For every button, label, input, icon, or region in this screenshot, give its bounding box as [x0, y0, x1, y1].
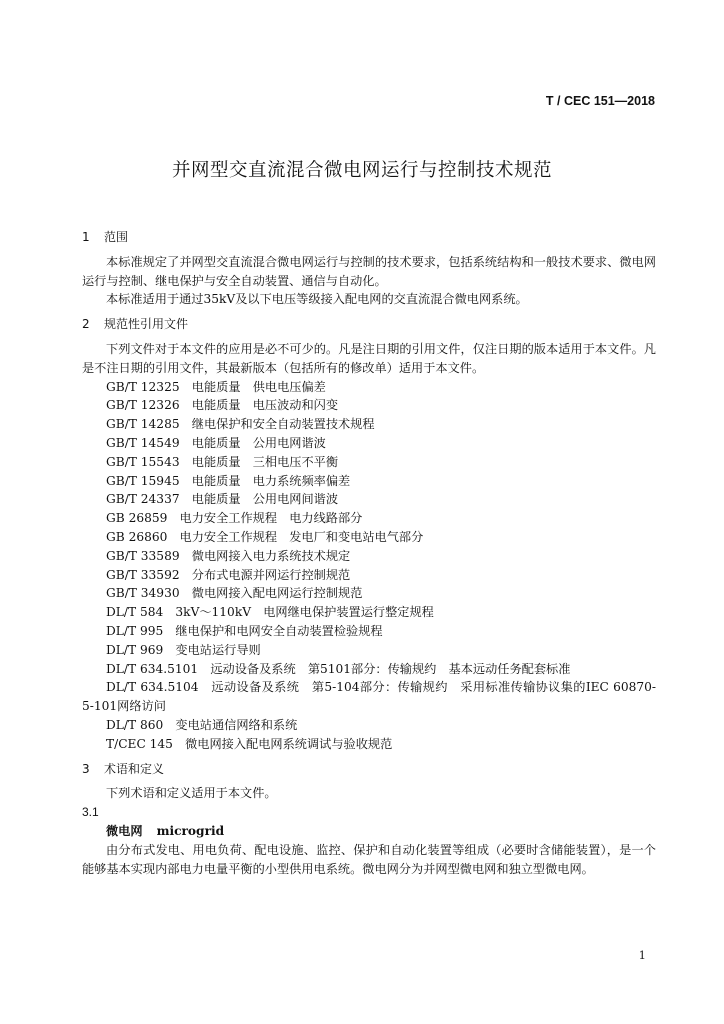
- paragraph: 本标准规定了并网型交直流混合微电网运行与控制的技术要求，包括系统结构和一般技术要求、微电网运行与控制、继电保护与安全自动装置、通信与自动化。: [82, 254, 656, 288]
- page-title: 并网型交直流混合微电网运行与控制技术规范: [171, 160, 552, 181]
- term-name-cn: 微电网: [106, 823, 143, 838]
- section-title: 术语和定义: [104, 761, 165, 776]
- term-name-en: microgrid: [156, 823, 225, 838]
- term-number: 3.1: [82, 805, 99, 820]
- reference-item: GB/T 14285 继电保护和安全自动装置技术规程: [106, 417, 375, 432]
- section-number: 3: [82, 761, 90, 776]
- reference-item: T/CEC 145 微电网接入配电网系统调试与验收规范: [106, 736, 393, 751]
- section-heading-terms: [82, 760, 656, 779]
- section-number: 1: [82, 230, 90, 244]
- section-number: 2: [82, 317, 90, 332]
- reference-item: DL/T 860 变电站通信网络和系统: [106, 717, 298, 732]
- reference-item: DL/T 634.5101 远动设备及系统 第5101部分：传输规约 基本远动任务配套标准: [106, 661, 571, 676]
- reference-item: GB/T 14549 电能质量 公用电网谐波: [106, 435, 326, 450]
- page-number: 1: [638, 948, 646, 962]
- reference-item: GB/T 33592 分布式电源并网运行控制规范: [106, 567, 351, 582]
- section-title: 规范性引用文件: [104, 317, 189, 332]
- term-definition: 由分布式发电、用电负荷、配电设施、监控、保护和自动化装置等组成（必要时含储能装置），是一个能够基本实现内部电力电量平衡的小型供用电系统。微电网分为并网型微电网和独立型微电网。: [82, 842, 656, 876]
- reference-item: GB/T 33589 微电网接入电力系统技术规定: [106, 548, 351, 563]
- reference-list: [82, 378, 656, 679]
- term-name: [82, 822, 656, 841]
- reference-item: GB 26860 电力安全工作规程 发电厂和变电站电气部分: [106, 529, 424, 544]
- reference-item: GB/T 24337 电能质量 公用电网间谐波: [106, 492, 339, 507]
- reference-item: GB/T 12325 电能质量 供电电压偏差: [106, 379, 326, 394]
- reference-item: GB/T 12326 电能质量 电压波动和闪变: [106, 398, 339, 413]
- reference-list-continued: [82, 716, 656, 754]
- reference-item: DL/T 969 变电站运行导则: [106, 642, 261, 657]
- reference-item: DL/T 995 继电保护和电网安全自动装置检验规程: [106, 623, 383, 638]
- paragraph: 下列文件对于本文件的应用是必不可少的。凡是注日期的引用文件，仅注日期的版本适用于本文件。凡是不注日期的引用文件，其最新版本（包括所有的修改单）适用于本文件。: [82, 341, 656, 375]
- section-heading-scope: [82, 228, 656, 247]
- section-title: 范围: [104, 230, 129, 244]
- reference-item-long: DL/T 634.5104 远动设备及系统 第5-104部分：传输规约 采用标准传输协议集的IEC 60870-5-101网络访问: [82, 680, 656, 714]
- paragraph: 下列术语和定义适用于本文件。: [106, 786, 277, 801]
- paragraph: 本标准适用于通过35kV及以下电压等级接入配电网的交直流混合微电网系统。: [106, 292, 528, 307]
- reference-item: GB/T 15945 电能质量 电力系统频率偏差: [106, 473, 351, 488]
- reference-item: GB/T 15543 电能质量 三相电压不平衡: [106, 454, 339, 469]
- section-heading-normative-references: [82, 315, 656, 334]
- standard-code: T / CEC 151—2018: [545, 94, 655, 108]
- reference-item: DL/T 584 3kV～110kV 电网继电保护装置运行整定规程: [106, 605, 434, 620]
- reference-item: GB/T 34930 微电网接入配电网运行控制规范: [106, 586, 363, 601]
- document-body: [82, 228, 656, 878]
- reference-item: GB 26859 电力安全工作规程 电力线路部分: [106, 511, 363, 526]
